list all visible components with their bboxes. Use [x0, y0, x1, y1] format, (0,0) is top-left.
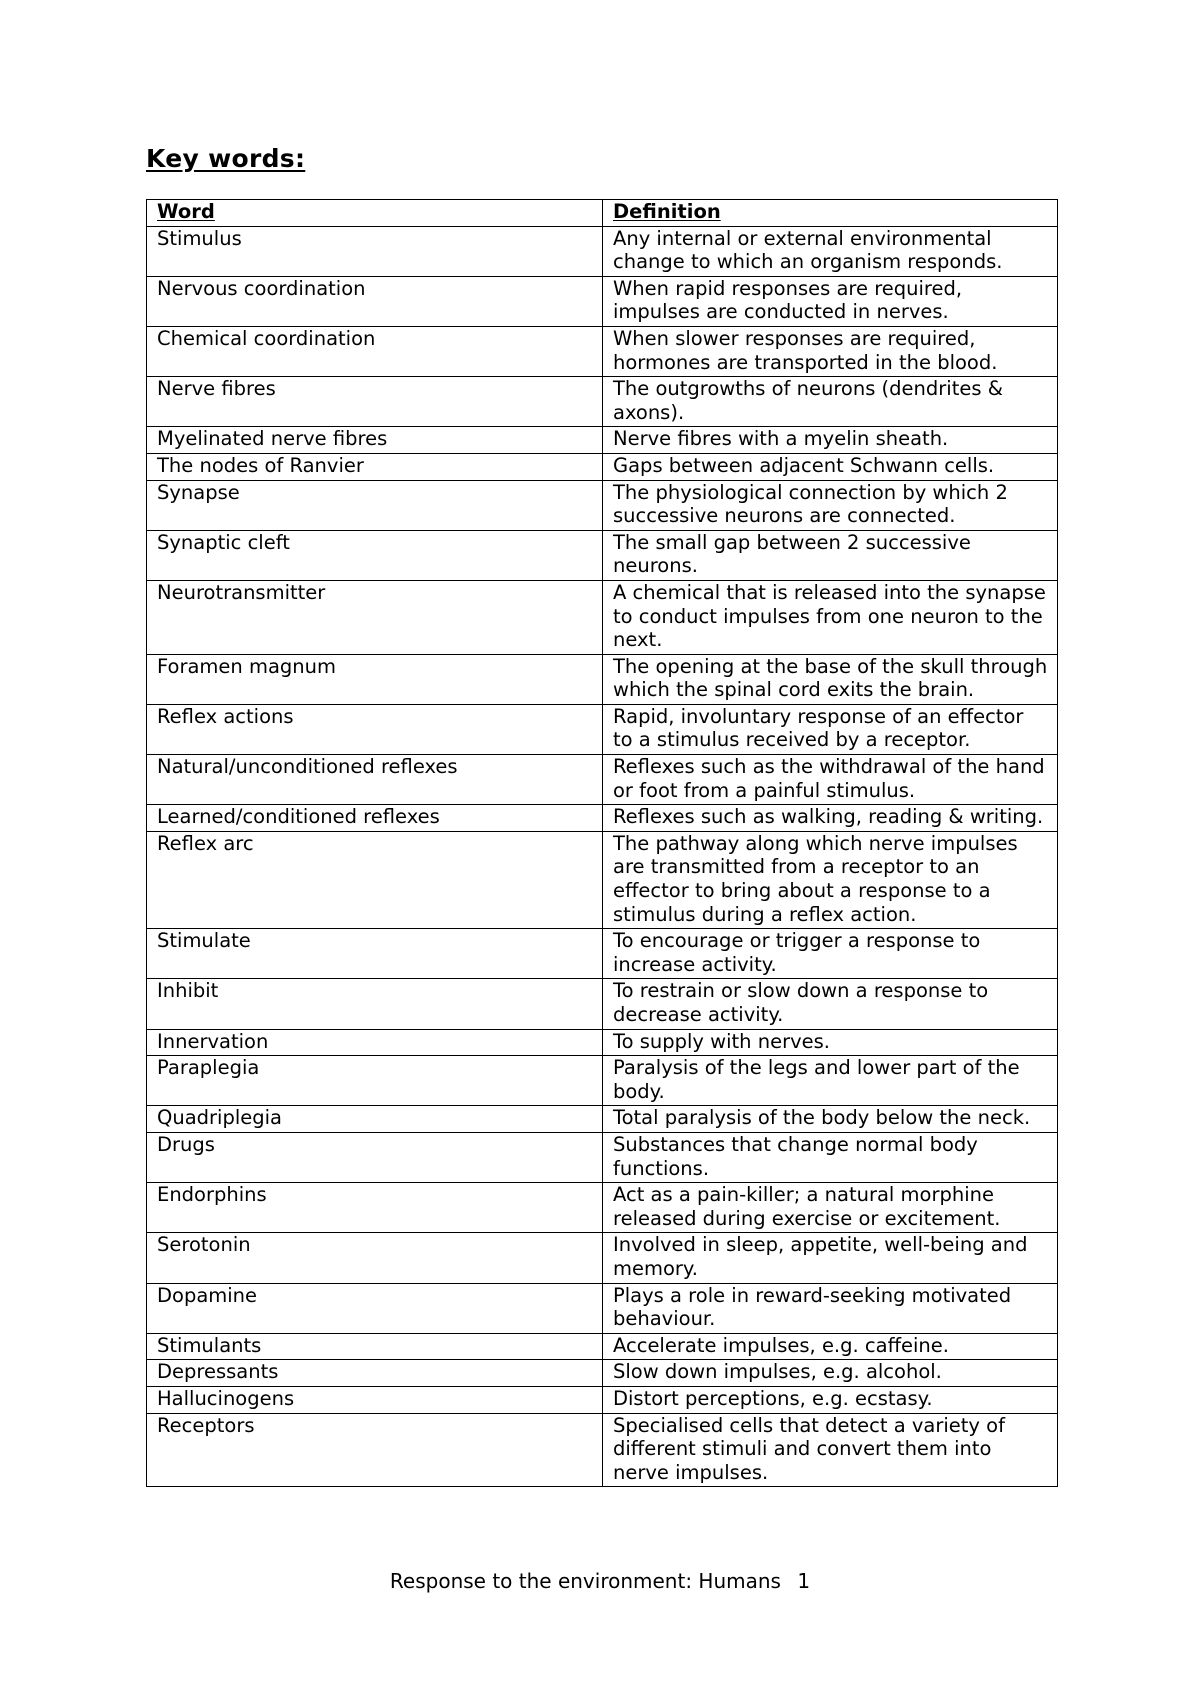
definition-cell: When slower responses are required, hormones are transported in the blood.: [603, 326, 1058, 376]
definition-cell: To encourage or trigger a response to increase activity.: [603, 929, 1058, 979]
definition-cell: Act as a pain-killer; a natural morphine released during exercise or excitement.: [603, 1183, 1058, 1233]
table-row: [147, 1056, 1058, 1106]
word-cell: Stimulate: [147, 929, 603, 979]
table-row: [147, 1360, 1058, 1387]
word-cell: Drugs: [147, 1132, 603, 1182]
table-row: [147, 979, 1058, 1029]
table-row: [147, 1233, 1058, 1283]
word-cell: Nervous coordination: [147, 276, 603, 326]
word-cell: Reflex actions: [147, 704, 603, 754]
table-row: [147, 427, 1058, 454]
definition-cell: Rapid, involuntary response of an effector to a stimulus received by a receptor.: [603, 704, 1058, 754]
page-footer: [0, 1569, 1200, 1593]
definition-cell: Nerve fibres with a myelin sheath.: [603, 427, 1058, 454]
table-row: [147, 377, 1058, 427]
definition-cell: The pathway along which nerve impulses are transmitted from a receptor to an effector to bring about a response to a stimulus during a reflex action.: [603, 831, 1058, 928]
table-row: [147, 1413, 1058, 1487]
definition-cell: Gaps between adjacent Schwann cells.: [603, 453, 1058, 480]
word-cell: Natural/unconditioned reflexes: [147, 755, 603, 805]
word-cell: Paraplegia: [147, 1056, 603, 1106]
word-cell: Reflex arc: [147, 831, 603, 928]
definition-cell: Any internal or external environmental change to which an organism responds.: [603, 226, 1058, 276]
word-cell: Quadriplegia: [147, 1106, 603, 1133]
table-row: [147, 1029, 1058, 1056]
table-row: [147, 929, 1058, 979]
table-row: [147, 704, 1058, 754]
table-row: [147, 1183, 1058, 1233]
table-row: [147, 1106, 1058, 1133]
word-cell: Dopamine: [147, 1283, 603, 1333]
word-cell: Learned/conditioned reflexes: [147, 805, 603, 832]
table-row: [147, 276, 1058, 326]
table-row: [147, 1132, 1058, 1182]
word-cell: Innervation: [147, 1029, 603, 1056]
table-row: [147, 530, 1058, 580]
definition-cell: Paralysis of the legs and lower part of the body.: [603, 1056, 1058, 1106]
definition-cell: Slow down impulses, e.g. alcohol.: [603, 1360, 1058, 1387]
page-title: Key words:: [146, 144, 306, 173]
table-row: [147, 654, 1058, 704]
table-header-row: [147, 200, 1058, 227]
table-row: [147, 831, 1058, 928]
key-words-table: [146, 199, 1058, 1487]
definition-cell: To supply with nerves.: [603, 1029, 1058, 1056]
word-cell: Hallucinogens: [147, 1386, 603, 1413]
table-row: [147, 1333, 1058, 1360]
definition-cell: Substances that change normal body functions.: [603, 1132, 1058, 1182]
word-cell: Chemical coordination: [147, 326, 603, 376]
table-row: [147, 326, 1058, 376]
word-cell: Synaptic cleft: [147, 530, 603, 580]
word-cell: Endorphins: [147, 1183, 603, 1233]
definition-cell: Distort perceptions, e.g. ecstasy.: [603, 1386, 1058, 1413]
table-row: [147, 1386, 1058, 1413]
header-definition: Definition: [603, 200, 1058, 227]
table-row: [147, 805, 1058, 832]
definition-cell: Accelerate impulses, e.g. caffeine.: [603, 1333, 1058, 1360]
table-row: [147, 755, 1058, 805]
definition-cell: When rapid responses are required, impulses are conducted in nerves.: [603, 276, 1058, 326]
word-cell: Serotonin: [147, 1233, 603, 1283]
footer-text: Response to the environment: Humans: [389, 1569, 781, 1593]
word-cell: Nerve fibres: [147, 377, 603, 427]
word-cell: Synapse: [147, 480, 603, 530]
table-row: [147, 226, 1058, 276]
table-body: [147, 226, 1058, 1487]
definition-cell: A chemical that is released into the synapse to conduct impulses from one neuron to the next.: [603, 580, 1058, 654]
word-cell: Stimulus: [147, 226, 603, 276]
word-cell: Stimulants: [147, 1333, 603, 1360]
word-cell: Neurotransmitter: [147, 580, 603, 654]
definition-cell: The opening at the base of the skull through which the spinal cord exits the brain.: [603, 654, 1058, 704]
table-row: [147, 1283, 1058, 1333]
definition-cell: Reflexes such as walking, reading & writing.: [603, 805, 1058, 832]
definition-cell: Plays a role in reward-seeking motivated behaviour.: [603, 1283, 1058, 1333]
definition-cell: Reflexes such as the withdrawal of the hand or foot from a painful stimulus.: [603, 755, 1058, 805]
word-cell: The nodes of Ranvier: [147, 453, 603, 480]
definition-cell: The physiological connection by which 2 successive neurons are connected.: [603, 480, 1058, 530]
table-row: [147, 580, 1058, 654]
definition-cell: Specialised cells that detect a variety of different stimuli and convert them into nerve impulses.: [603, 1413, 1058, 1487]
definition-cell: The small gap between 2 successive neurons.: [603, 530, 1058, 580]
table-row: [147, 480, 1058, 530]
definition-cell: Total paralysis of the body below the neck.: [603, 1106, 1058, 1133]
definition-cell: Involved in sleep, appetite, well-being and memory.: [603, 1233, 1058, 1283]
word-cell: Foramen magnum: [147, 654, 603, 704]
word-cell: Depressants: [147, 1360, 603, 1387]
word-cell: Myelinated nerve fibres: [147, 427, 603, 454]
page-number: 1: [797, 1569, 811, 1593]
word-cell: Receptors: [147, 1413, 603, 1487]
table-row: [147, 453, 1058, 480]
header-word: Word: [147, 200, 603, 227]
definition-cell: To restrain or slow down a response to decrease activity.: [603, 979, 1058, 1029]
definition-cell: The outgrowths of neurons (dendrites & axons).: [603, 377, 1058, 427]
word-cell: Inhibit: [147, 979, 603, 1029]
